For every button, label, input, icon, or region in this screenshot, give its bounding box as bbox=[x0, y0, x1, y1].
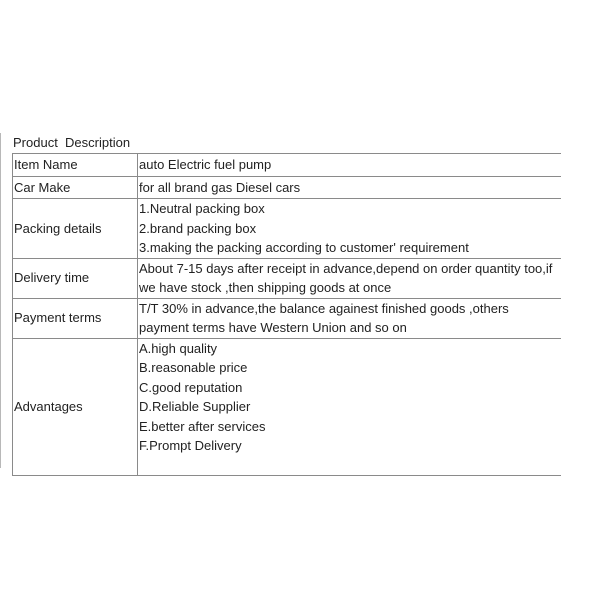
page-left-rule bbox=[0, 133, 1, 468]
value-line: B.reasonable price bbox=[139, 360, 248, 375]
row-label: Packing details bbox=[13, 199, 138, 259]
row-value bbox=[138, 199, 562, 259]
value-line: F.Prompt Delivery bbox=[139, 438, 242, 453]
value-line: About 7-15 days after receipt in advance,depend on order quantity too,if bbox=[139, 260, 553, 276]
value-line: E.better after services bbox=[139, 418, 266, 434]
value-line: C.good reputation bbox=[139, 379, 243, 395]
value-line: 1.Neutral packing box bbox=[139, 201, 265, 216]
row-value bbox=[138, 258, 562, 298]
value-line: auto Electric fuel pump bbox=[139, 157, 272, 173]
table-row-packing-details bbox=[13, 199, 562, 259]
value-line: T/T 30% in advance,the balance againest finished goods ,others bbox=[139, 300, 509, 316]
row-label: Item Name bbox=[13, 154, 138, 177]
table-row-advantages bbox=[13, 338, 562, 476]
row-value bbox=[138, 177, 562, 199]
row-label: Delivery time bbox=[13, 258, 138, 298]
value-line: we have stock ,then shipping goods at once bbox=[139, 280, 392, 295]
value-line: 2.brand packing box bbox=[139, 220, 257, 236]
value-line-spacer bbox=[139, 456, 561, 476]
value-line: A.high quality bbox=[139, 340, 218, 356]
value-line: 3.making the packing according to customer' requirement bbox=[139, 240, 469, 255]
row-label: Payment terms bbox=[13, 298, 138, 338]
product-description-table bbox=[12, 153, 561, 476]
value-line: payment terms have Western Union and so on bbox=[139, 320, 407, 335]
table-row-car-make bbox=[13, 177, 562, 199]
table-row-delivery-time bbox=[13, 258, 562, 298]
value-line: for all brand gas Diesel cars bbox=[139, 179, 301, 195]
row-label: Advantages bbox=[13, 338, 138, 476]
table-row-item-name bbox=[13, 154, 562, 177]
table-row-payment-terms bbox=[13, 298, 562, 338]
value-line: D.Reliable Supplier bbox=[139, 399, 251, 414]
section-heading: Product Description bbox=[13, 135, 131, 150]
row-value bbox=[138, 298, 562, 338]
row-label: Car Make bbox=[13, 177, 138, 199]
row-value bbox=[138, 154, 562, 177]
row-value bbox=[138, 338, 562, 476]
